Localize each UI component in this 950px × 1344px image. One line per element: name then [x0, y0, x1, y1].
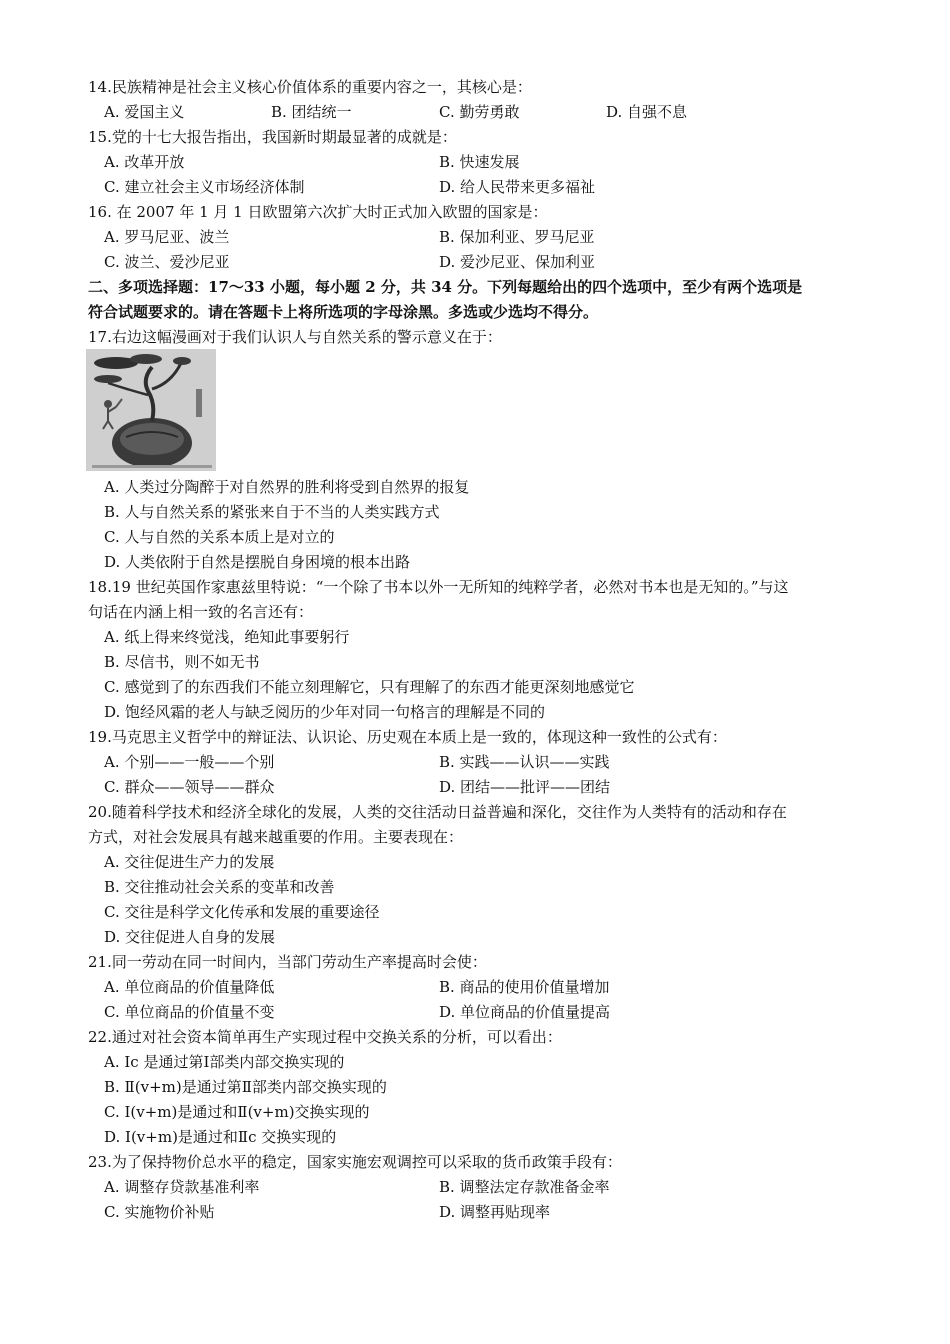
q21-option-a: A. 单位商品的价值量降低: [104, 978, 275, 996]
q14-option-d: D. 自强不息: [606, 103, 688, 121]
q17-option-b: B. 人与自然关系的紧张来自于不当的人类实践方式: [104, 503, 440, 521]
q20-option-b: B. 交往推动社会关系的变革和改善: [104, 878, 335, 896]
q15-option-d: D. 给人民带来更多福祉: [439, 178, 596, 196]
q20-option-c: C. 交往是科学文化传承和发展的重要途径: [104, 903, 380, 921]
q20-option-a: A. 交往促进生产力的发展: [104, 853, 275, 871]
q18-option-b: B. 尽信书，则不如无书: [104, 653, 260, 671]
q21-stem: 21.同一劳动在同一时间内，当部门劳动生产率提高时会使：: [88, 953, 487, 971]
q21-option-c: C. 单位商品的价值量不变: [104, 1003, 275, 1021]
cartoon-image: [86, 349, 216, 471]
q15-option-a: A. 改革开放: [104, 153, 185, 171]
q16-option-c: C. 波兰、爱沙尼亚: [104, 253, 230, 271]
q18-option-d: D. 饱经风霜的老人与缺乏阅历的少年对同一句格言的理解是不同的: [104, 703, 546, 721]
q17-stem: 17.右边这幅漫画对于我们认识人与自然关系的警示意义在于：: [88, 328, 502, 346]
q16-option-a: A. 罗马尼亚、波兰: [104, 228, 230, 246]
q14-option-b: B. 团结统一: [271, 103, 352, 121]
q19-stem: 19.马克思主义哲学中的辩证法、认识论、历史观在本质上是一致的，体现这种一致性的公式有：: [88, 728, 727, 746]
q23-option-c: C. 实施物价补贴: [104, 1203, 215, 1221]
q22-stem: 22.通过对社会资本简单再生产实现过程中交换关系的分析，可以看出：: [88, 1028, 562, 1046]
q16-option-d: D. 爱沙尼亚、保加利亚: [439, 253, 596, 271]
q16-option-b: B. 保加利亚、罗马尼亚: [439, 228, 595, 246]
q15-option-b: B. 快速发展: [439, 153, 520, 171]
q15-stem: 15.党的十七大报告指出，我国新时期最显著的成就是：: [88, 128, 457, 146]
q22-option-c: C. Ⅰ(v+m)是通过和Ⅱ(v+m)交换实现的: [104, 1103, 370, 1121]
q18-stem-line2: 句话在内涵上相一致的名言还有：: [88, 603, 314, 621]
q19-option-c: C. 群众——领导——群众: [104, 778, 275, 796]
q21-option-d: D. 单位商品的价值量提高: [439, 1003, 611, 1021]
q19-option-b: B. 实践——认识——实践: [439, 753, 610, 771]
q17-option-a: A. 人类过分陶醉于对自然界的胜利将受到自然界的报复: [104, 478, 470, 496]
q18-option-a: A. 纸上得来终觉浅，绝知此事要躬行: [104, 628, 350, 646]
q22-option-b: B. Ⅱ(v+m)是通过第Ⅱ部类内部交换实现的: [104, 1078, 387, 1096]
section2-instructions-line2: 符合试题要求的。请在答题卡上将所选项的字母涂黑。多选或少选均不得分。: [88, 303, 599, 321]
q18-stem-line1: 18.19 世纪英国作家惠兹里特说：“一个除了书本以外一无所知的纯粹学者，必然对书本也是无知的。”与这: [88, 578, 789, 596]
q20-option-d: D. 交往促进人自身的发展: [104, 928, 276, 946]
q17-option-c: C. 人与自然的关系本质上是对立的: [104, 528, 335, 546]
q20-stem-line2: 方式，对社会发展具有越来越重要的作用。主要表现在：: [88, 828, 464, 846]
section2-instructions-line1: 二、多项选择题：17～33 小题，每小题 2 分，共 34 分。下列每题给出的四个选项中，至少有两个选项是: [88, 278, 803, 296]
q14-stem: 14.民族精神是社会主义核心价值体系的重要内容之一，其核心是：: [88, 78, 532, 96]
q18-option-c: C. 感觉到了的东西我们不能立刻理解它，只有理解了的东西才能更深刻地感觉它: [104, 678, 635, 696]
q19-option-a: A. 个别——一般——个别: [104, 753, 275, 771]
q23-option-d: D. 调整再贴现率: [439, 1203, 551, 1221]
q20-stem-line1: 20.随着科学技术和经济全球化的发展，人类的交往活动日益普遍和深化，交往作为人类特有的活动和存在: [88, 803, 787, 821]
q17-option-d: D. 人类依附于自然是摆脱自身困境的根本出路: [104, 553, 411, 571]
q23-stem: 23.为了保持物价总水平的稳定，国家实施宏观调控可以采取的货币政策手段有：: [88, 1153, 622, 1171]
q22-option-a: A. Ⅰc 是通过第Ⅰ部类内部交换实现的: [104, 1053, 345, 1071]
q19-option-d: D. 团结——批评——团结: [439, 778, 611, 796]
q23-option-a: A. 调整存贷款基准利率: [104, 1178, 260, 1196]
q14-option-a: A. 爱国主义: [104, 103, 185, 121]
q22-option-d: D. Ⅰ(v+m)是通过和Ⅱc 交换实现的: [104, 1128, 337, 1146]
q15-option-c: C. 建立社会主义市场经济体制: [104, 178, 305, 196]
q16-stem: 16. 在 2007 年 1 月 1 日欧盟第六次扩大时正式加入欧盟的国家是：: [88, 203, 548, 221]
q23-option-b: B. 调整法定存款准备金率: [439, 1178, 610, 1196]
q14-option-c: C. 勤劳勇敢: [439, 103, 520, 121]
q21-option-b: B. 商品的使用价值量增加: [439, 978, 610, 996]
